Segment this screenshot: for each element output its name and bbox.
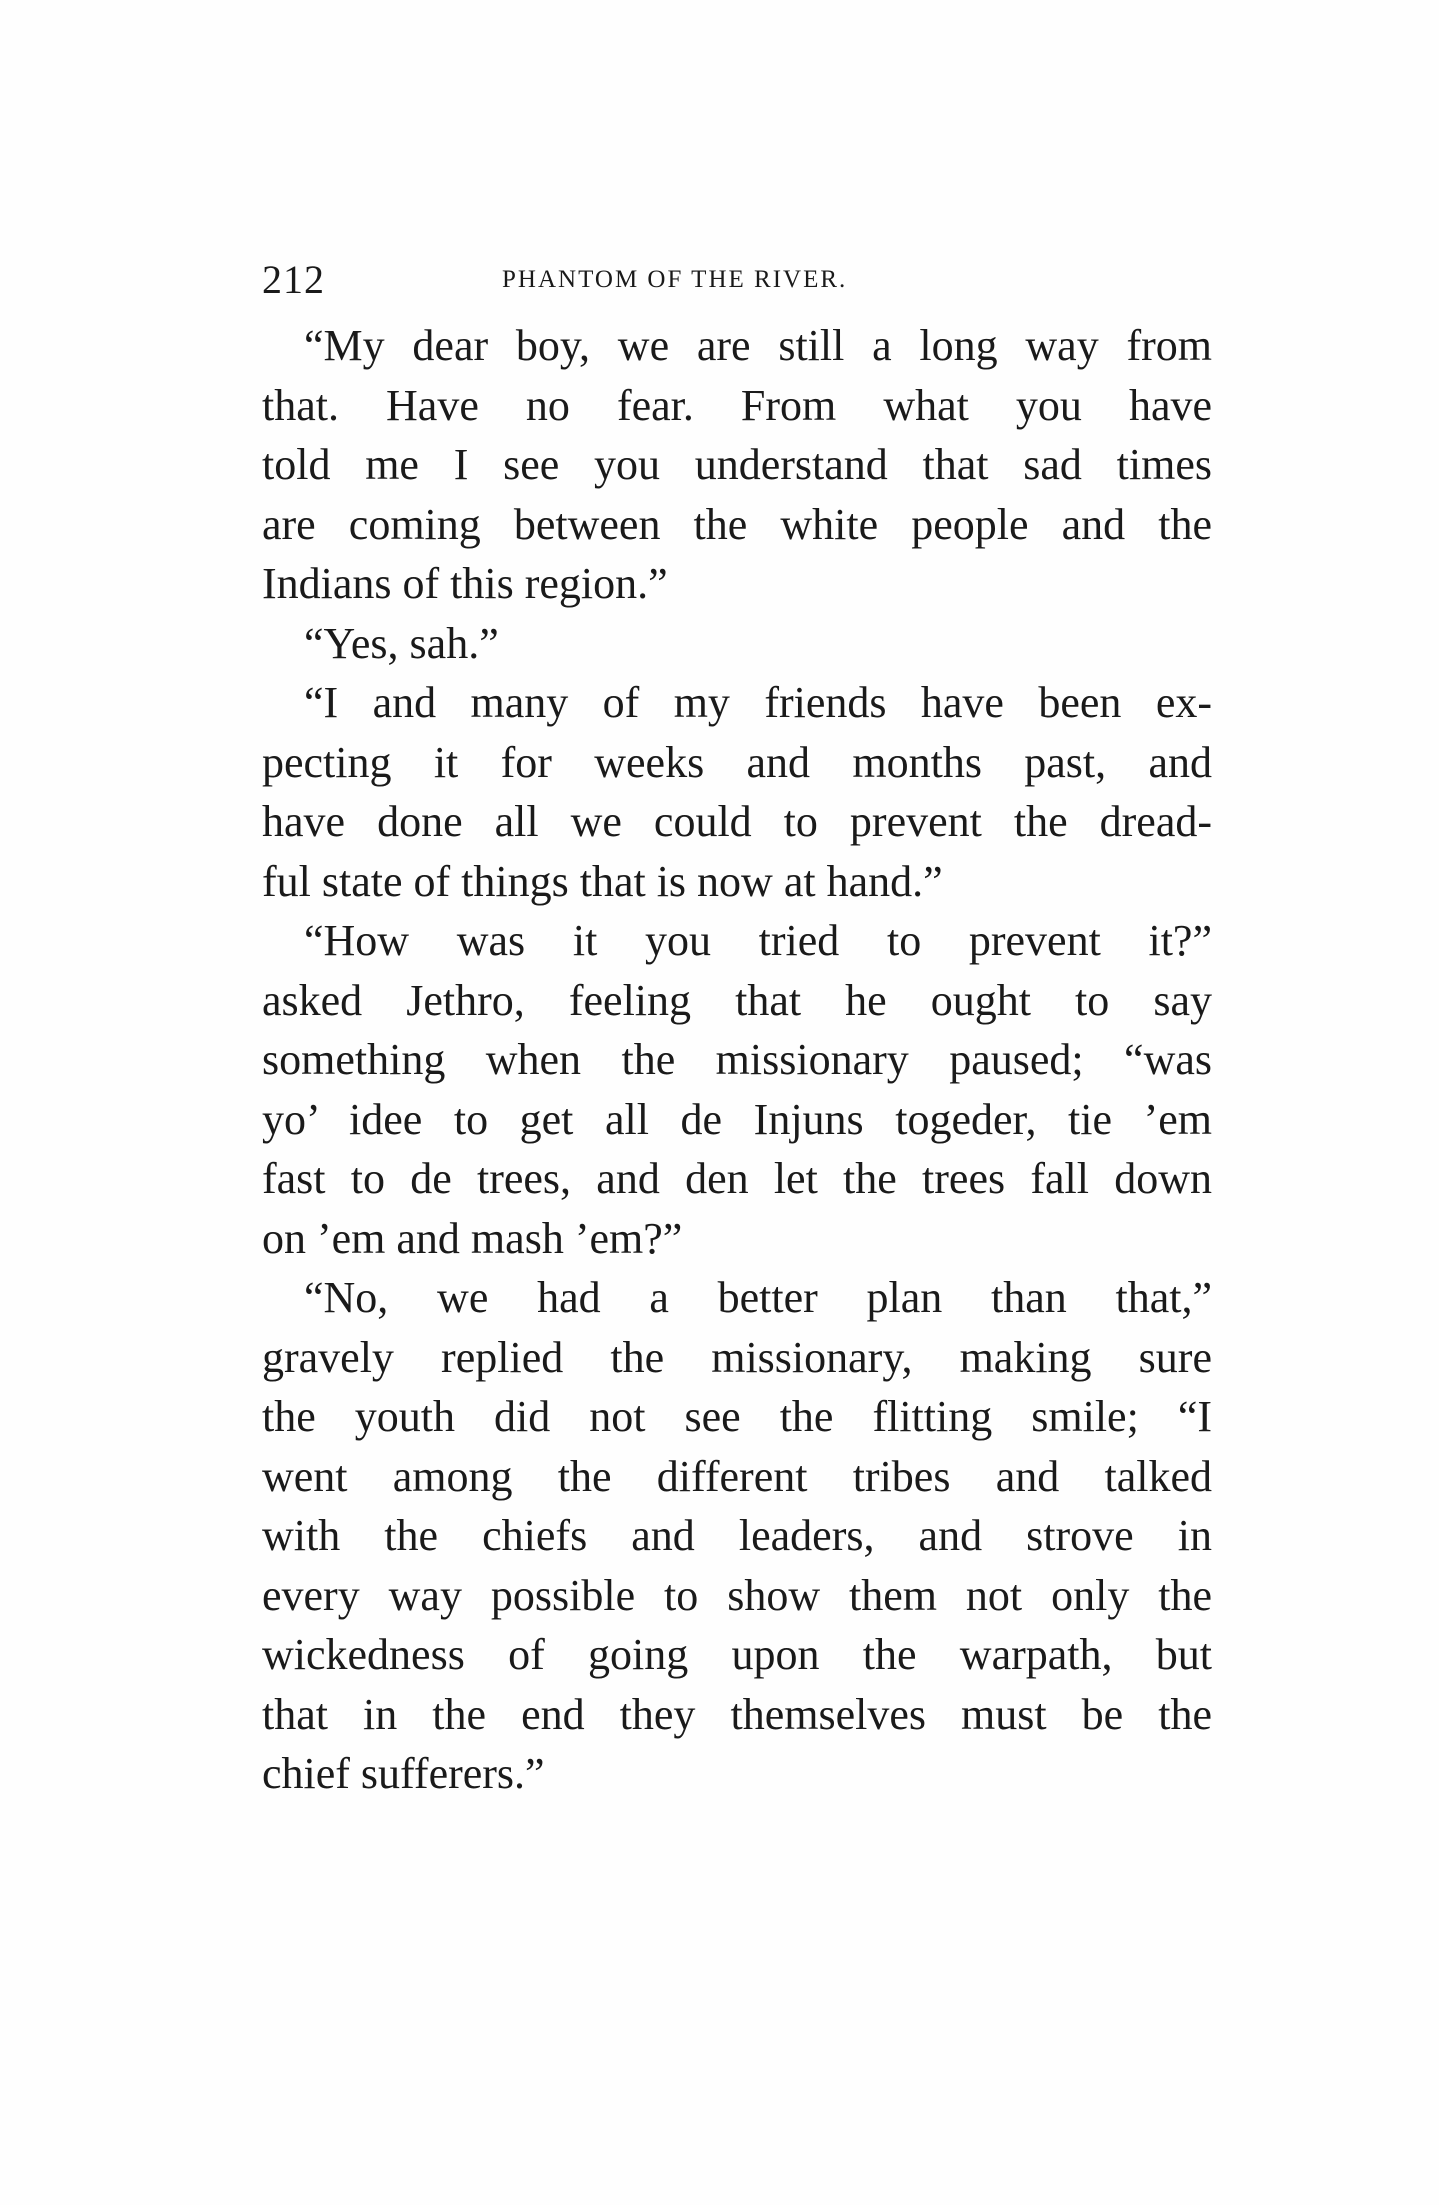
- text-line: told me I see you understand that sad times: [262, 440, 1212, 489]
- text-line: fast to de trees, and den let the trees fall down: [262, 1154, 1212, 1203]
- text-line: “I and many of my friends have been ex-: [304, 678, 1212, 727]
- text-line: something when the missionary paused; “was: [262, 1035, 1212, 1084]
- text-line: “No, we had a better plan than that,”: [304, 1273, 1212, 1322]
- text-line: asked Jethro, feeling that he ought to say: [262, 975, 1212, 1025]
- text-line: every way possible to show them not only the: [262, 1570, 1212, 1620]
- text-line: have done all we could to prevent the dread-: [262, 797, 1212, 846]
- page-number: 212: [262, 257, 325, 302]
- page-header: [262, 256, 1212, 306]
- text-line: gravely replied the missionary, making sure: [262, 1332, 1212, 1382]
- body-text: [262, 316, 1212, 1804]
- text-line: “Yes, sah.”: [304, 618, 499, 668]
- text-line: Indians of this region.”: [262, 559, 668, 608]
- text-line: “My dear boy, we are still a long way from: [304, 321, 1212, 370]
- text-line: that. Have no fear. From what you have: [262, 380, 1212, 430]
- text-line: “How was it you tried to prevent it?”: [304, 916, 1212, 965]
- text-line: wickedness of going upon the warpath, but: [262, 1630, 1212, 1679]
- text-line: went among the different tribes and talked: [262, 1451, 1212, 1501]
- text-line: with the chiefs and leaders, and strove in: [262, 1511, 1212, 1560]
- text-line: on ’em and mash ’em?”: [262, 1213, 683, 1263]
- text-line: ful state of things that is now at hand.”: [262, 856, 943, 906]
- text-line: pecting it for weeks and months past, and: [262, 737, 1212, 787]
- text-line: yo’ idee to get all de Injuns togeder, tie ’em: [262, 1094, 1212, 1144]
- text-line: chief sufferers.”: [262, 1749, 545, 1798]
- running-head: PHANTOM OF THE RIVER.: [502, 266, 848, 293]
- text-line: that in the end they themselves must be the: [262, 1689, 1212, 1739]
- text-line: are coming between the white people and the: [262, 499, 1212, 549]
- text-line: the youth did not see the flitting smile; “I: [262, 1392, 1212, 1441]
